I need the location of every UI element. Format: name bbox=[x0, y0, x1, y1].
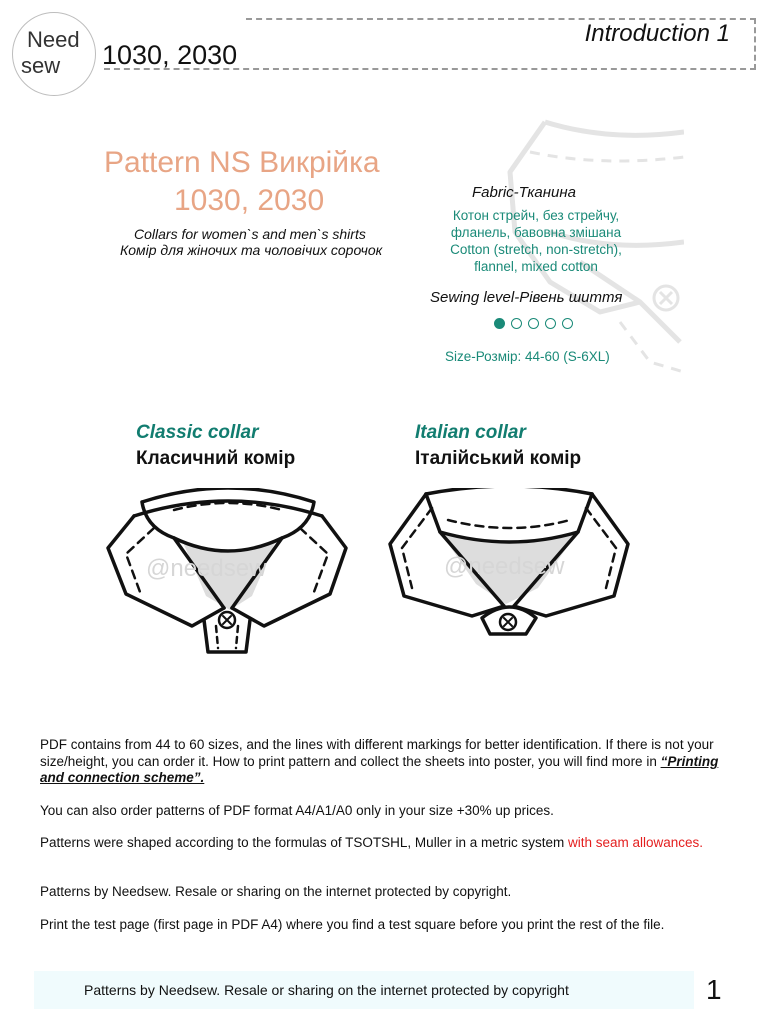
subtitle-en: Collars for women`s and men`s shirts bbox=[134, 226, 366, 242]
fabric-line: Котон стрейч, без стрейчу, bbox=[452, 208, 620, 223]
needsew-logo bbox=[12, 12, 96, 96]
paragraph-formulas-info bbox=[40, 835, 732, 852]
pattern-number: 1030, 2030 bbox=[102, 40, 238, 70]
size-range: Size-Розмір: 44-60 (S-6XL) bbox=[445, 349, 610, 364]
level-dot bbox=[545, 318, 556, 329]
level-dot bbox=[494, 318, 505, 329]
fabric-title: Fabric-Тканина bbox=[472, 184, 576, 201]
italian-collar-title-en: Italian collar bbox=[415, 422, 526, 443]
sewing-level-rating bbox=[494, 318, 573, 329]
classic-collar-illustration bbox=[104, 488, 350, 658]
section-title: Introduction 1 bbox=[584, 20, 730, 47]
italian-collar-title-ua: Італійський комір bbox=[415, 448, 582, 469]
page-number: 1 bbox=[706, 974, 722, 1005]
fabric-line: flannel, mixed cotton bbox=[474, 259, 598, 274]
watermark: @needsew bbox=[444, 553, 565, 580]
classic-collar-title-ua: Класичний комір bbox=[136, 448, 296, 469]
level-dot bbox=[511, 318, 522, 329]
sewing-level-label: Sewing level-Рівень шиття bbox=[430, 289, 623, 306]
italian-collar-illustration bbox=[386, 488, 632, 648]
paragraph-copyright: Patterns by Needsew. Resale or sharing on the internet protected by copyright. bbox=[40, 884, 512, 899]
watermark: @needsew bbox=[146, 555, 267, 582]
level-dot bbox=[528, 318, 539, 329]
pattern-title: Pattern NS Викрійка bbox=[104, 146, 380, 179]
logo-word-sew: sew bbox=[21, 53, 61, 78]
seam-allowance-note: with seam allowances. bbox=[567, 835, 704, 850]
printing-scheme-link[interactable]: “Printing and connection scheme”. bbox=[40, 753, 719, 785]
subtitle-ua: Комір для жіночих та чоловічих сорочок bbox=[120, 242, 383, 258]
fabric-line: фланель, бавовна змішана bbox=[450, 225, 622, 240]
paragraph-text: Patterns were shaped according to the formulas of TSOTSHL, Muller in a metric system bbox=[40, 835, 568, 850]
paragraph-test-page: Print the test page (first page in PDF A4) where you find a test square before you print the rest of the file. bbox=[40, 917, 665, 932]
pattern-codes: 1030, 2030 bbox=[174, 184, 325, 217]
footer-copyright: Patterns by Needsew. Resale or sharing on the internet protected by copyright bbox=[84, 982, 569, 998]
paragraph-order-info: You can also order patterns of PDF format A4/A1/A0 only in your size +30% up prices. bbox=[40, 803, 554, 818]
paragraph-text: PDF contains from 44 to 60 sizes, and the lines with different markings for better identification. If there is not your size/height, you can order it. How to print pattern and collect the sheets into poster, you will find more in bbox=[40, 737, 714, 769]
logo-word-need: Need bbox=[27, 27, 80, 52]
classic-collar-title-en: Classic collar bbox=[136, 422, 259, 443]
fabric-line: Cotton (stretch, non-stretch), bbox=[450, 242, 622, 257]
paragraph-sizes-info bbox=[40, 737, 732, 787]
level-dot bbox=[562, 318, 573, 329]
